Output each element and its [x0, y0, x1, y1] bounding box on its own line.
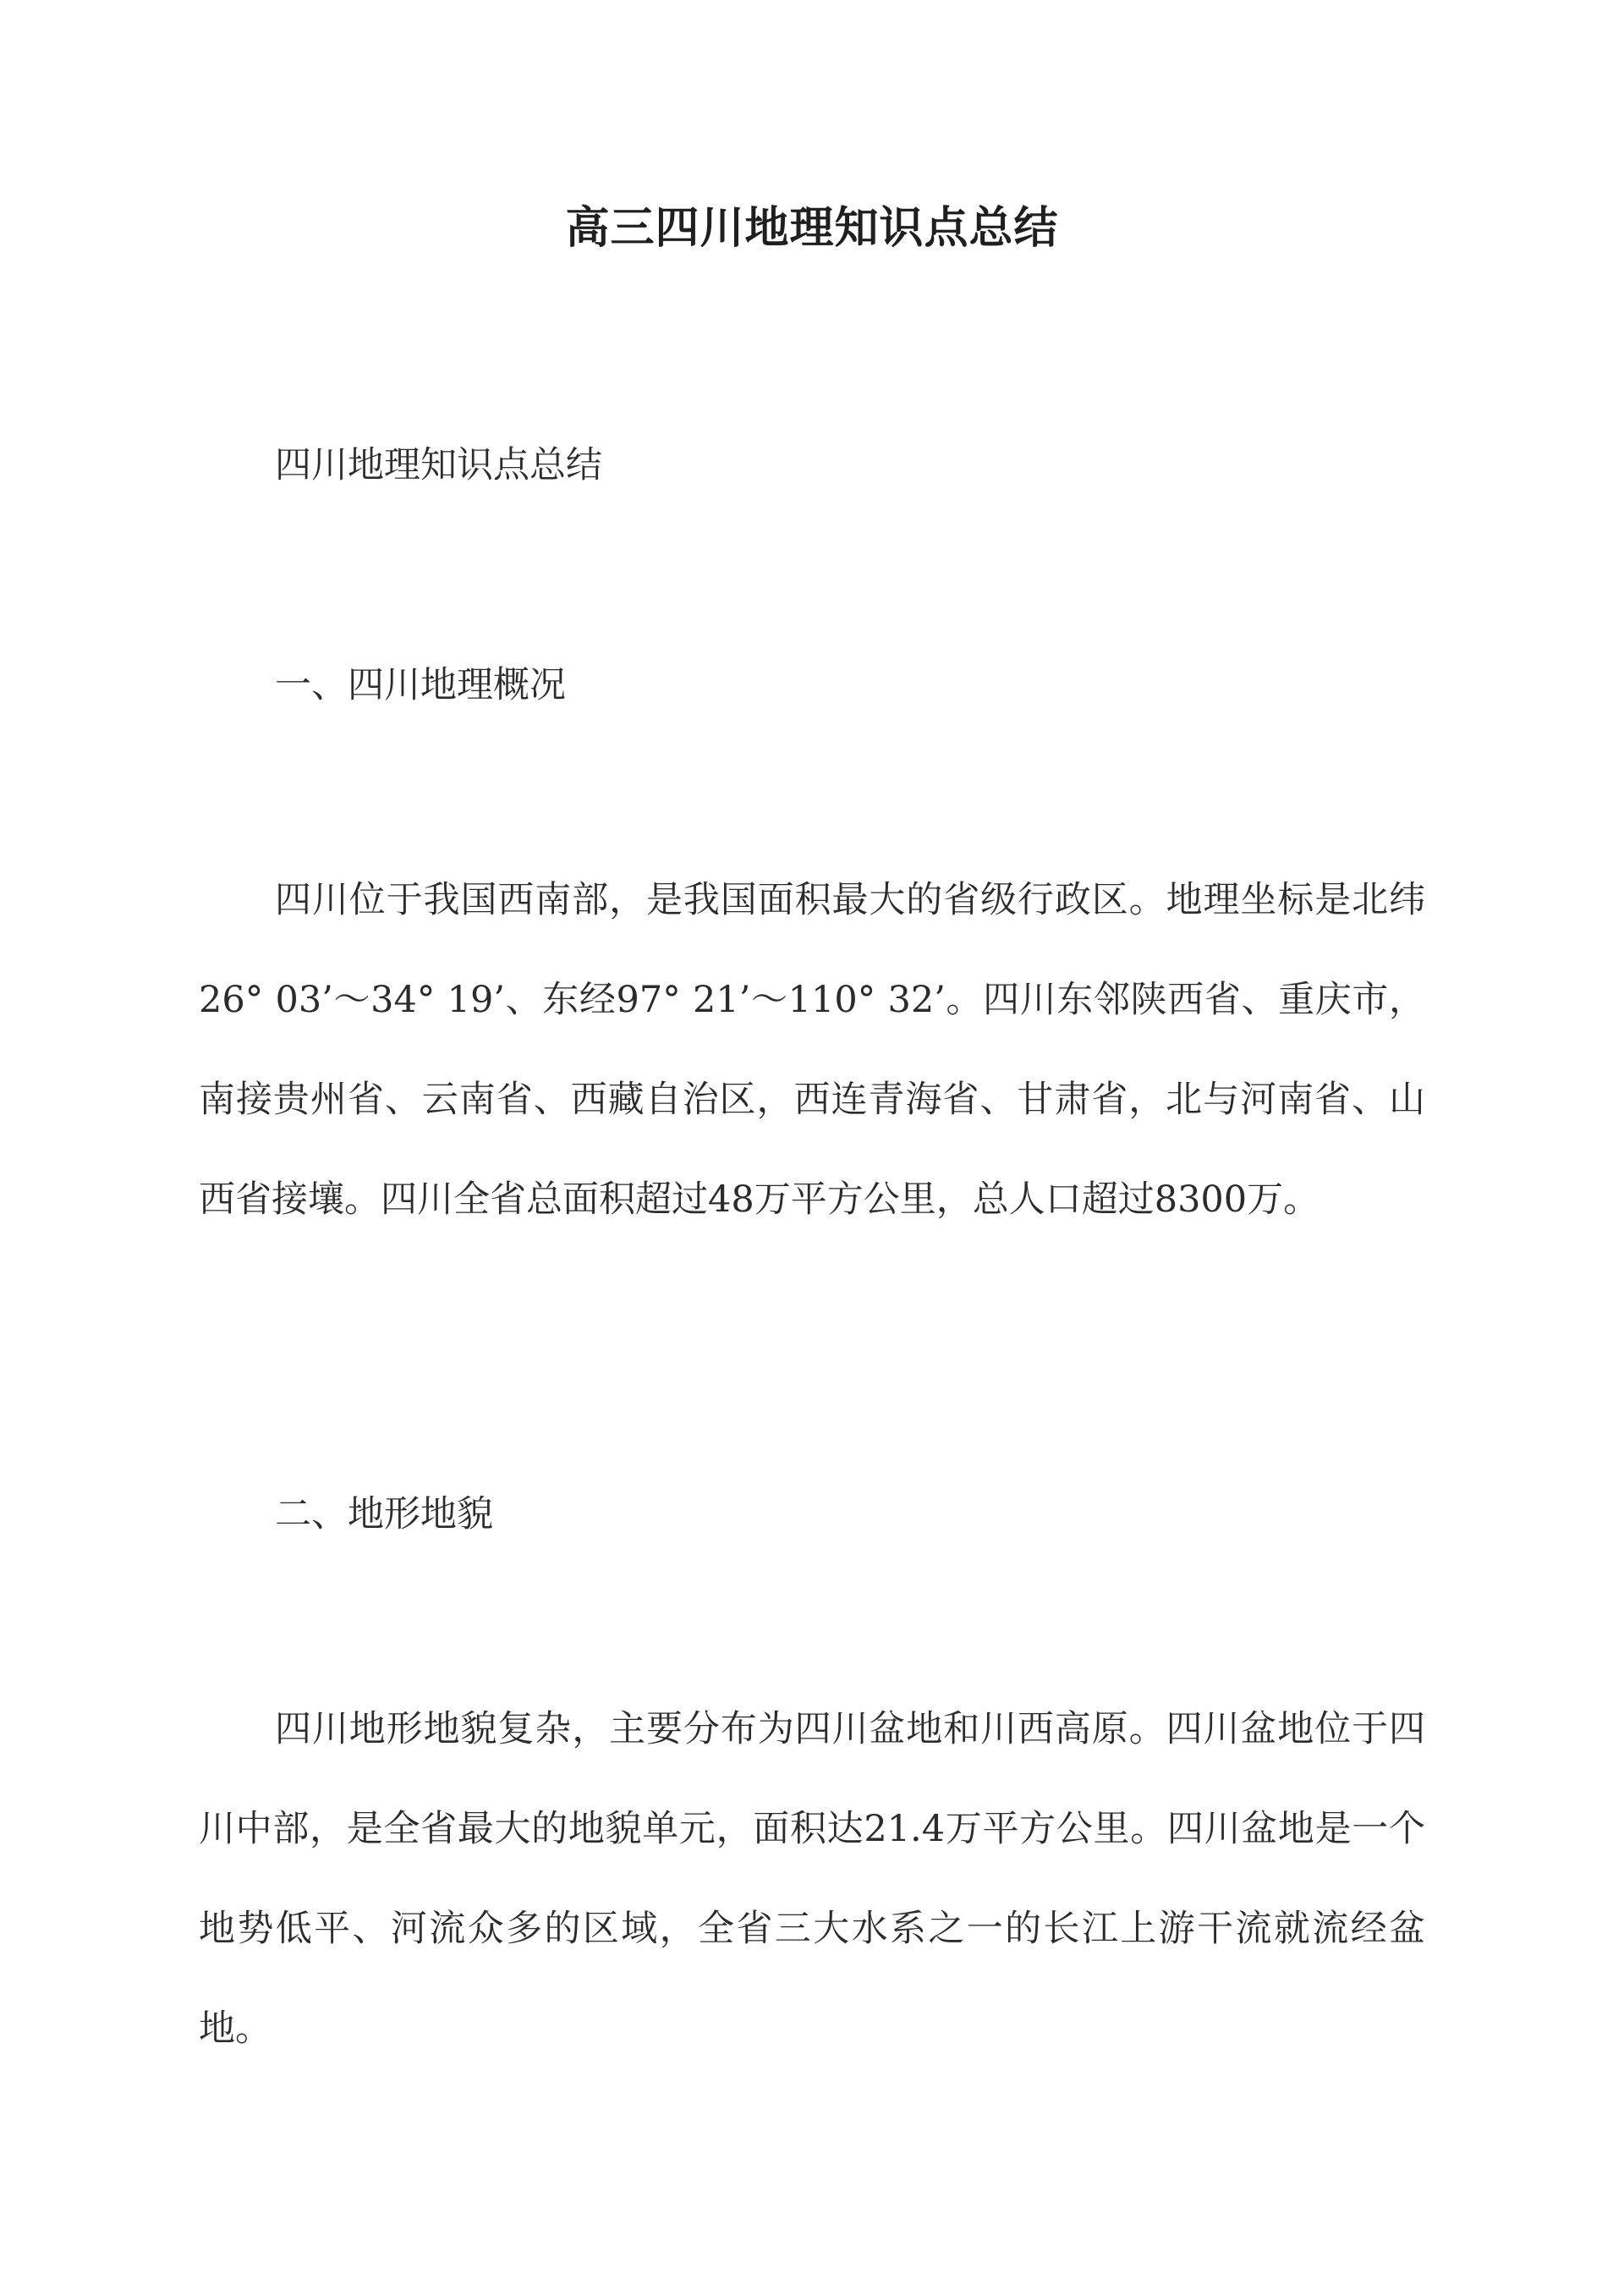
- section-heading-terrain: 二、地形地貌: [275, 1493, 493, 1535]
- document-subtitle: 四川地理知识点总结: [275, 444, 602, 486]
- paragraph-overview: 四川位于我国西南部，是我国面积最大的省级行政区。地理坐标是北纬26° 03’～34° 19’、东经97° 21’～110° 32’。四川东邻陕西省、重庆市，南接贵州省、云南省、西藏自治区，西连青海省、甘肃省，北与河南省、山西省接壤。四川全省总面积超过48万平方公里，总人口超过8300万。: [199, 879, 1425, 1221]
- paragraph-terrain: 四川地形地貌复杂，主要分布为四川盆地和川西高原。四川盆地位于四川中部，是全省最大的地貌单元，面积达21.4万平方公里。四川盆地是一个地势低平、河流众多的区域，全省三大水系之一的长江上游干流就流经盆地。: [199, 1708, 1425, 2050]
- document-title: 高三四川地理知识点总结: [565, 202, 1059, 254]
- section-heading-overview: 一、四川地理概况: [275, 664, 566, 706]
